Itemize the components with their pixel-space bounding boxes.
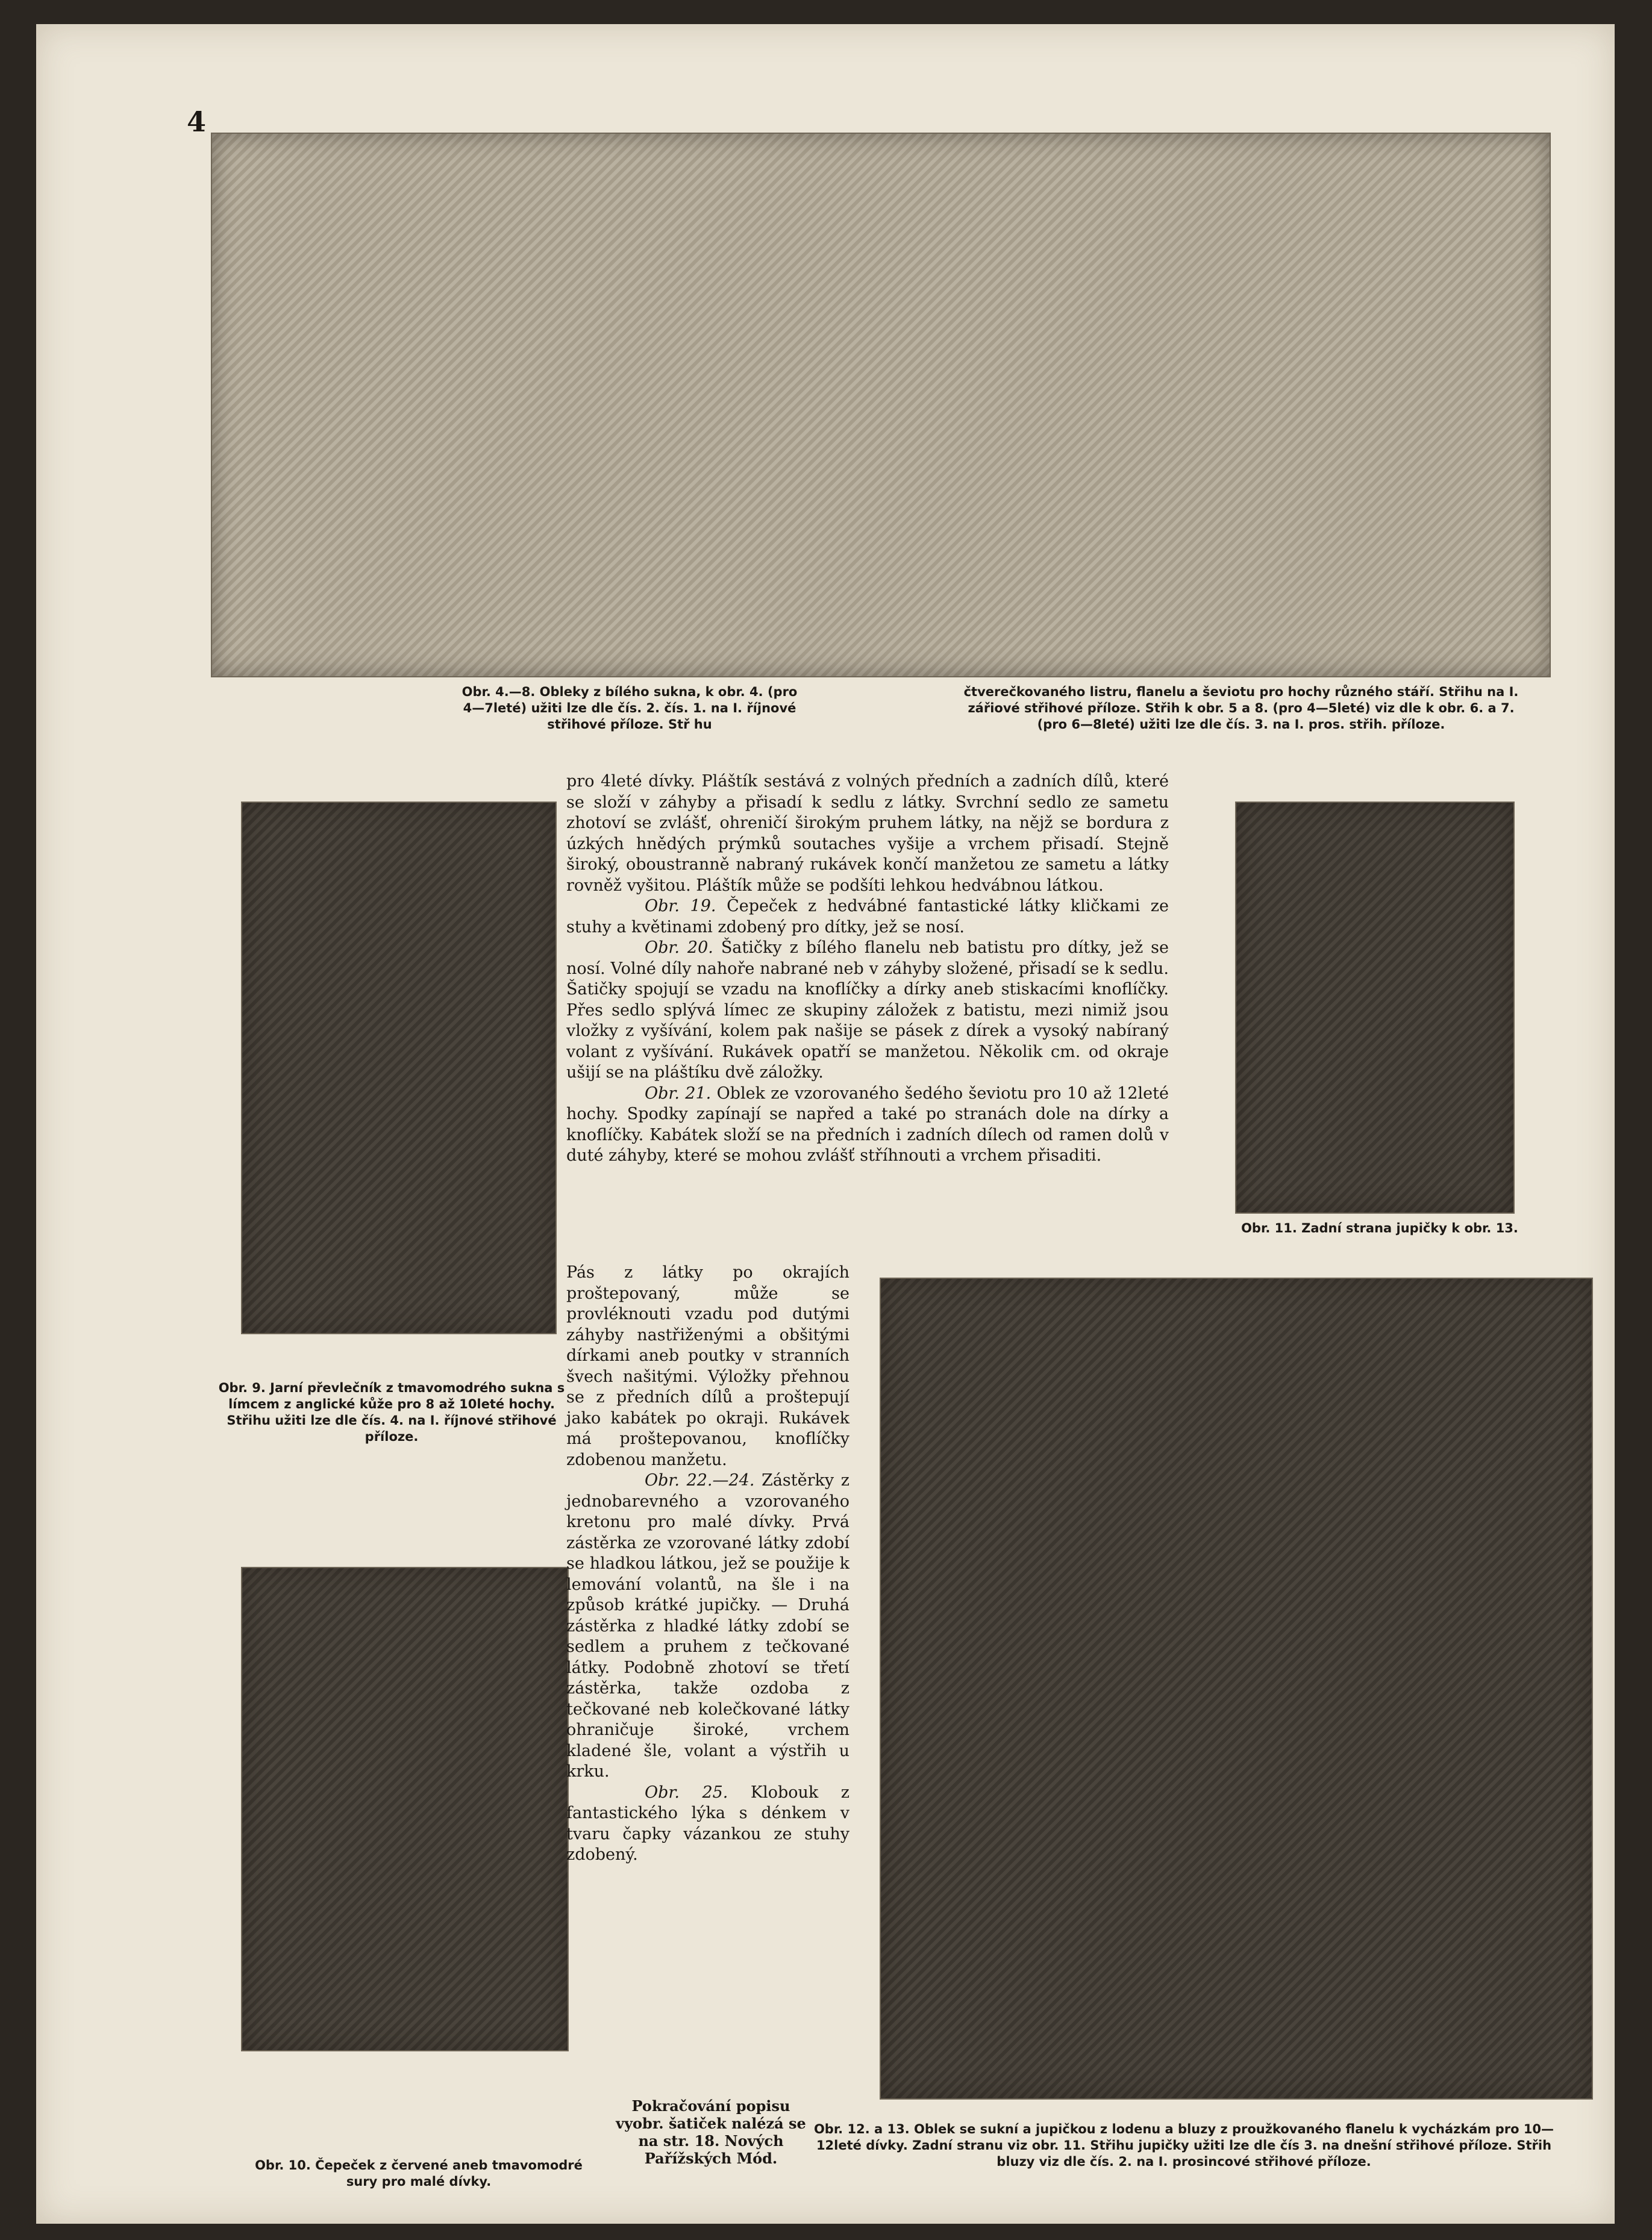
obr-21-text-a: Oblek ze vzorovaného šedého ševiotu pro 10 až 12leté hochy. Spodky zapínají se napřed a také po stranách dole na dírky a knoflíčky. Kabátek složí se na předních i zadních dílech od ramen dolů v duté záhyby, které se mohou zvlášť stříhnouti a vrchem přisaditi. xyxy=(566,1084,1169,1165)
article-column-main xyxy=(566,771,1169,1167)
article-paragraph-obr-25 xyxy=(566,1783,849,1866)
caption-obr-10: Obr. 10. Čepeček z červené aneb tmavomodré sury pro malé dívky. xyxy=(255,2158,583,2189)
article-paragraph-obr-21 xyxy=(566,1084,1169,1167)
page-number: 4 xyxy=(187,105,207,138)
obr-22-24-text: Zástěrky z jednobarevného a vzorovaného kretonu pro malé dívky. Prvá zástěrka ze vzorované látky zdobí se hladkou látkou, jež se použije k lemování volantů, na šle i na způsob krátké jupičky. — Druhá zástěrka z hladké látky zdobí se sedlem a pruhem z tečkované látky. Podobně zhotoví se třetí zástěrka, takže ozdoba z tečkované neb kolečkované látky ohraničuje široké, vrchem kladené šle, volant a výstřih u krku. xyxy=(566,1471,849,1781)
obr-22-24-label: Obr. 22.—24. xyxy=(645,1471,755,1490)
illustration-boys-suits-4-8 xyxy=(211,133,1551,677)
obr-20-text: Šatičky z bílého flanelu neb batistu pro dítky, jež se nosí. Volné díly nahoře nabrané neb v záhyby složené, přisadí se k sedlu. Šatičky spojují se vzadu na knoflíčky a dírky aneb stiskacími knoflíčky. Přes sedlo splývá límec ze skupiny záložek z batistu, mezi nimiž jsou vložky z vyšívání, kolem pak našije se pásek z dírek a vysoký nabíraný volant z vyšívání. Rukávek opatří se manžetou. Několik cm. od okraje ušijí se na pláštíku dvě záložky. xyxy=(566,938,1169,1082)
caption-obr-12-13: Obr. 12. a 13. Oblek se sukní a jupičkou z lodenu a bluzy z proužkovaného flanelu k vycházkám pro 10—12leté dívky. Zadní stranu viz obr. 11. Střihu jupičky užiti lze dle čís 3. na dnešní střihové příloze. Střih bluzy viz dle čís. 2. na I. prosincové střihové příloze. xyxy=(813,2122,1554,2169)
illustration-jacket-back-obr-11 xyxy=(1235,802,1515,1214)
obr-20-label: Obr. 20. xyxy=(645,938,713,957)
continuation-note: Pokračování popisu vyobr. šatiček nalézá se na str. 18. Nových Pařížských Mód. xyxy=(616,2097,806,2167)
caption-obr-4-8-right: čtverečkovaného listru, flanelu a ševiotu pro hochy různého stáří. Střihu na I. zářiové střihové příloze. Střih k obr. 5 a 8. (pro 4—5leté) viz dle k obr. 6. a 7. (pro 6—8leté) užiti lze dle čís. 3. na I. pros. střih. příloze. xyxy=(963,685,1519,732)
magazine-page xyxy=(36,24,1615,2224)
obr-21-label: Obr. 21. xyxy=(645,1084,712,1103)
caption-obr-11: Obr. 11. Zadní strana jupičky k obr. 13. xyxy=(1241,1221,1518,1235)
obr-21-text-b: Pás z látky po okrajích proštepovaný, může se provléknouti vzadu pod dutými záhyby nastřiženými a obšitými dírkami aneb poutky v stranních švech našitými. Výložky přehnou se z předních dílů a proštepují jako kabátek po okraji. Rukávek má proštepovanou, knoflíčky zdobenou manžetu. xyxy=(566,1263,849,1469)
article-paragraph-continued: pro 4leté dívky. Pláštík sestává z volných předních a zadních dílů, které se složí v záhyby a přisadí k sedlu z látky. Svrchní sedlo ze sametu zhotoví se zvlášť, ohreničí širokým pruhem látky, na nějž se bordura z úzkých hnědých prýmků soutaches vyšije a vrchem přisadí. Stejně široký, oboustranně nabraný rukávek končí manžetou ze sametu a látky rovněž vyšitou. Pláštík může se podšíti lehkou hedvábnou látkou. xyxy=(566,772,1169,895)
obr-25-text: Klobouk z fantastického lýka s dénkem v tvaru čapky vázankou ze stuhy zdobený. xyxy=(566,1783,849,1864)
obr-25-label: Obr. 25. xyxy=(645,1783,728,1802)
obr-19-text: Čepeček z hedvábné fantastické látky kličkami ze stuhy a květinami zdobený pro dítky, jež se nosí. xyxy=(566,897,1169,936)
illustration-girls-dresses-obr-12-13 xyxy=(880,1278,1593,2100)
illustration-overcoat-obr-9 xyxy=(241,802,557,1334)
illustration-bonnet-obr-10 xyxy=(241,1567,569,2051)
article-paragraph-obr-19 xyxy=(566,896,1169,938)
article-column-narrow xyxy=(566,1263,849,1866)
obr-19-label: Obr. 19. xyxy=(645,897,716,915)
article-paragraph-obr-20 xyxy=(566,938,1169,1084)
caption-obr-4-8-left: Obr. 4.—8. Obleky z bílého sukna, k obr. 4. (pro 4—7leté) užiti lze dle čís. 2. čís. 1. na I. říjnové střihové příloze. Stř hu xyxy=(461,685,798,732)
article-paragraph-obr-22-24 xyxy=(566,1470,849,1783)
caption-obr-9: Obr. 9. Jarní převlečník z tmavomodrého sukna s límcem z anglické kůže pro 8 až 10leté hochy. Střihu užiti lze dle čís. 4. na I. říjnové střihové příloze. xyxy=(218,1381,565,1444)
